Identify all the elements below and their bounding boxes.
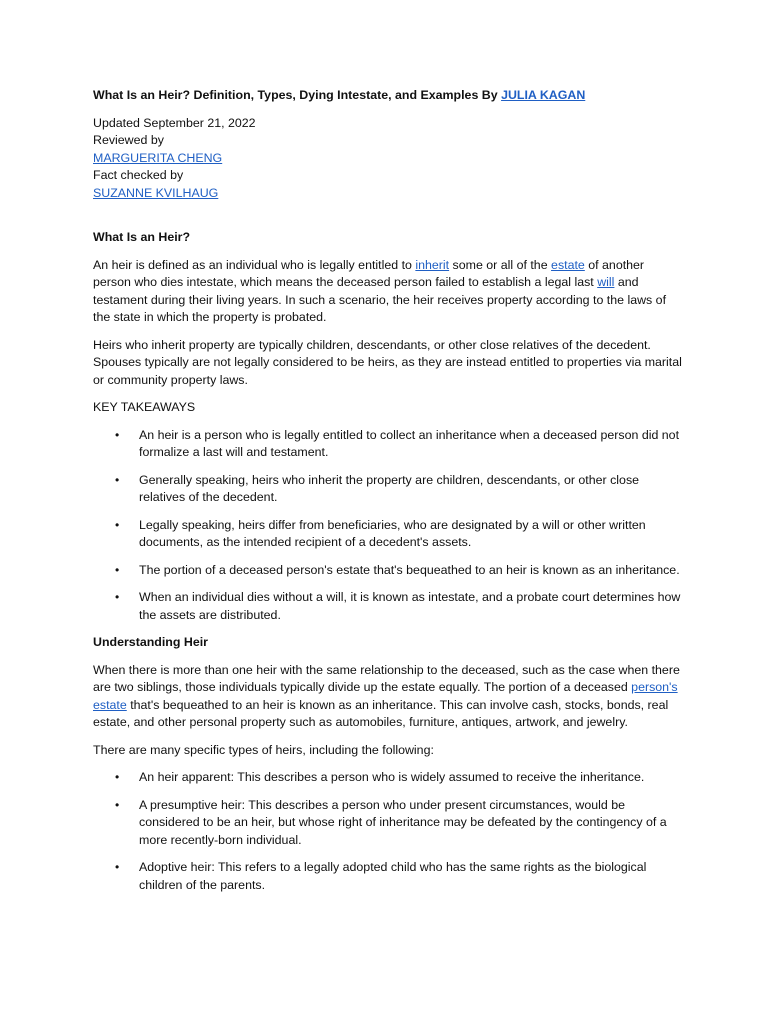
section-heading-understanding-heir: Understanding Heir (93, 635, 208, 649)
estate-link[interactable]: estate (551, 257, 585, 272)
key-takeaways-list (93, 427, 683, 625)
list-item: • An heir is a person who is legally entitled to collect an inheritance when a deceased person did not formalize a last will and testament. (93, 427, 683, 462)
text-run: of another person who dies intestate, which means the deceased person failed to establish a legal last (93, 257, 645, 289)
list-item: • A presumptive heir: This describes a person who under present circumstances, would be considered to be an heir, but whose right of inheritance may be defeated by the contingency of a more recently-born individual. (93, 797, 683, 850)
will-link[interactable]: will (597, 275, 615, 289)
persons-estate-link[interactable]: person's estate (93, 680, 678, 712)
article-title (93, 87, 683, 105)
list-item: • An heir apparent: This describes a person who is widely assumed to receive the inheritance. (93, 769, 683, 787)
title-text: What Is an Heir? Definition, Types, Dying Intestate, and Examples By (93, 88, 502, 102)
list-item: • Legally speaking, heirs differ from beneficiaries, who are designated by a will or other written documents, as the intended recipient of a decedent's assets. (93, 517, 683, 552)
list-item: • The portion of a deceased person's estate that's bequeathed to an heir is known as an inheritance. (93, 562, 683, 580)
updated-date: Updated September 21, 2022 (93, 115, 256, 130)
types-intro-paragraph: There are many specific types of heirs, including the following: (93, 742, 434, 757)
article-meta (93, 115, 683, 203)
key-takeaways-label: KEY TAKEAWAYS (93, 400, 196, 414)
heir-types-list (93, 769, 683, 894)
section-heading-what-is-heir: What Is an Heir? (93, 230, 191, 244)
text-run: some or all of the (449, 257, 552, 272)
document-content (93, 87, 683, 904)
text-run: An heir is defined as an individual who is legally entitled to (93, 257, 416, 272)
reviewer-link[interactable]: MARGUERITA CHENG (93, 150, 223, 165)
author-link[interactable]: JULIA KAGAN (501, 88, 586, 102)
reviewed-by-label: Reviewed by (93, 133, 164, 147)
text-run: that's bequeathed to an heir is known as an inheritance. This can involve cash, stocks, bonds, real estate, and other personal property such as automobiles, furniture, antiques, artwork, and jewelry. (93, 697, 669, 729)
list-item: • When an individual dies without a will, it is known as intestate, and a probate court determines how the assets are distributed. (93, 589, 683, 624)
understanding-paragraph (93, 662, 683, 732)
definition-paragraph (93, 257, 683, 327)
list-item: • Adoptive heir: This refers to a legally adopted child who has the same rights as the biological children of the parents. (93, 859, 683, 894)
heirs-paragraph: Heirs who inherit property are typically children, descendants, or other close relatives of the decedent. Spouses typically are not legally considered to be heirs, as they are instead entitled to properties via marital or community property laws. (93, 337, 682, 387)
inherit-link[interactable]: inherit (415, 257, 450, 272)
fact-checker-link[interactable]: SUZANNE KVILHAUG (93, 185, 219, 200)
list-item: • Generally speaking, heirs who inherit the property are children, descendants, or other close relatives of the decedent. (93, 472, 683, 507)
fact-checked-label: Fact checked by (93, 168, 184, 182)
text-run: When there is more than one heir with the same relationship to the deceased, such as the case when there are two siblings, those individuals typically divide up the estate equally. The portion of a deceased (93, 662, 680, 694)
text-run: and testament during their living years. In such a scenario, the heir receives property according to the laws of the state in which the property is probated. (93, 275, 667, 324)
